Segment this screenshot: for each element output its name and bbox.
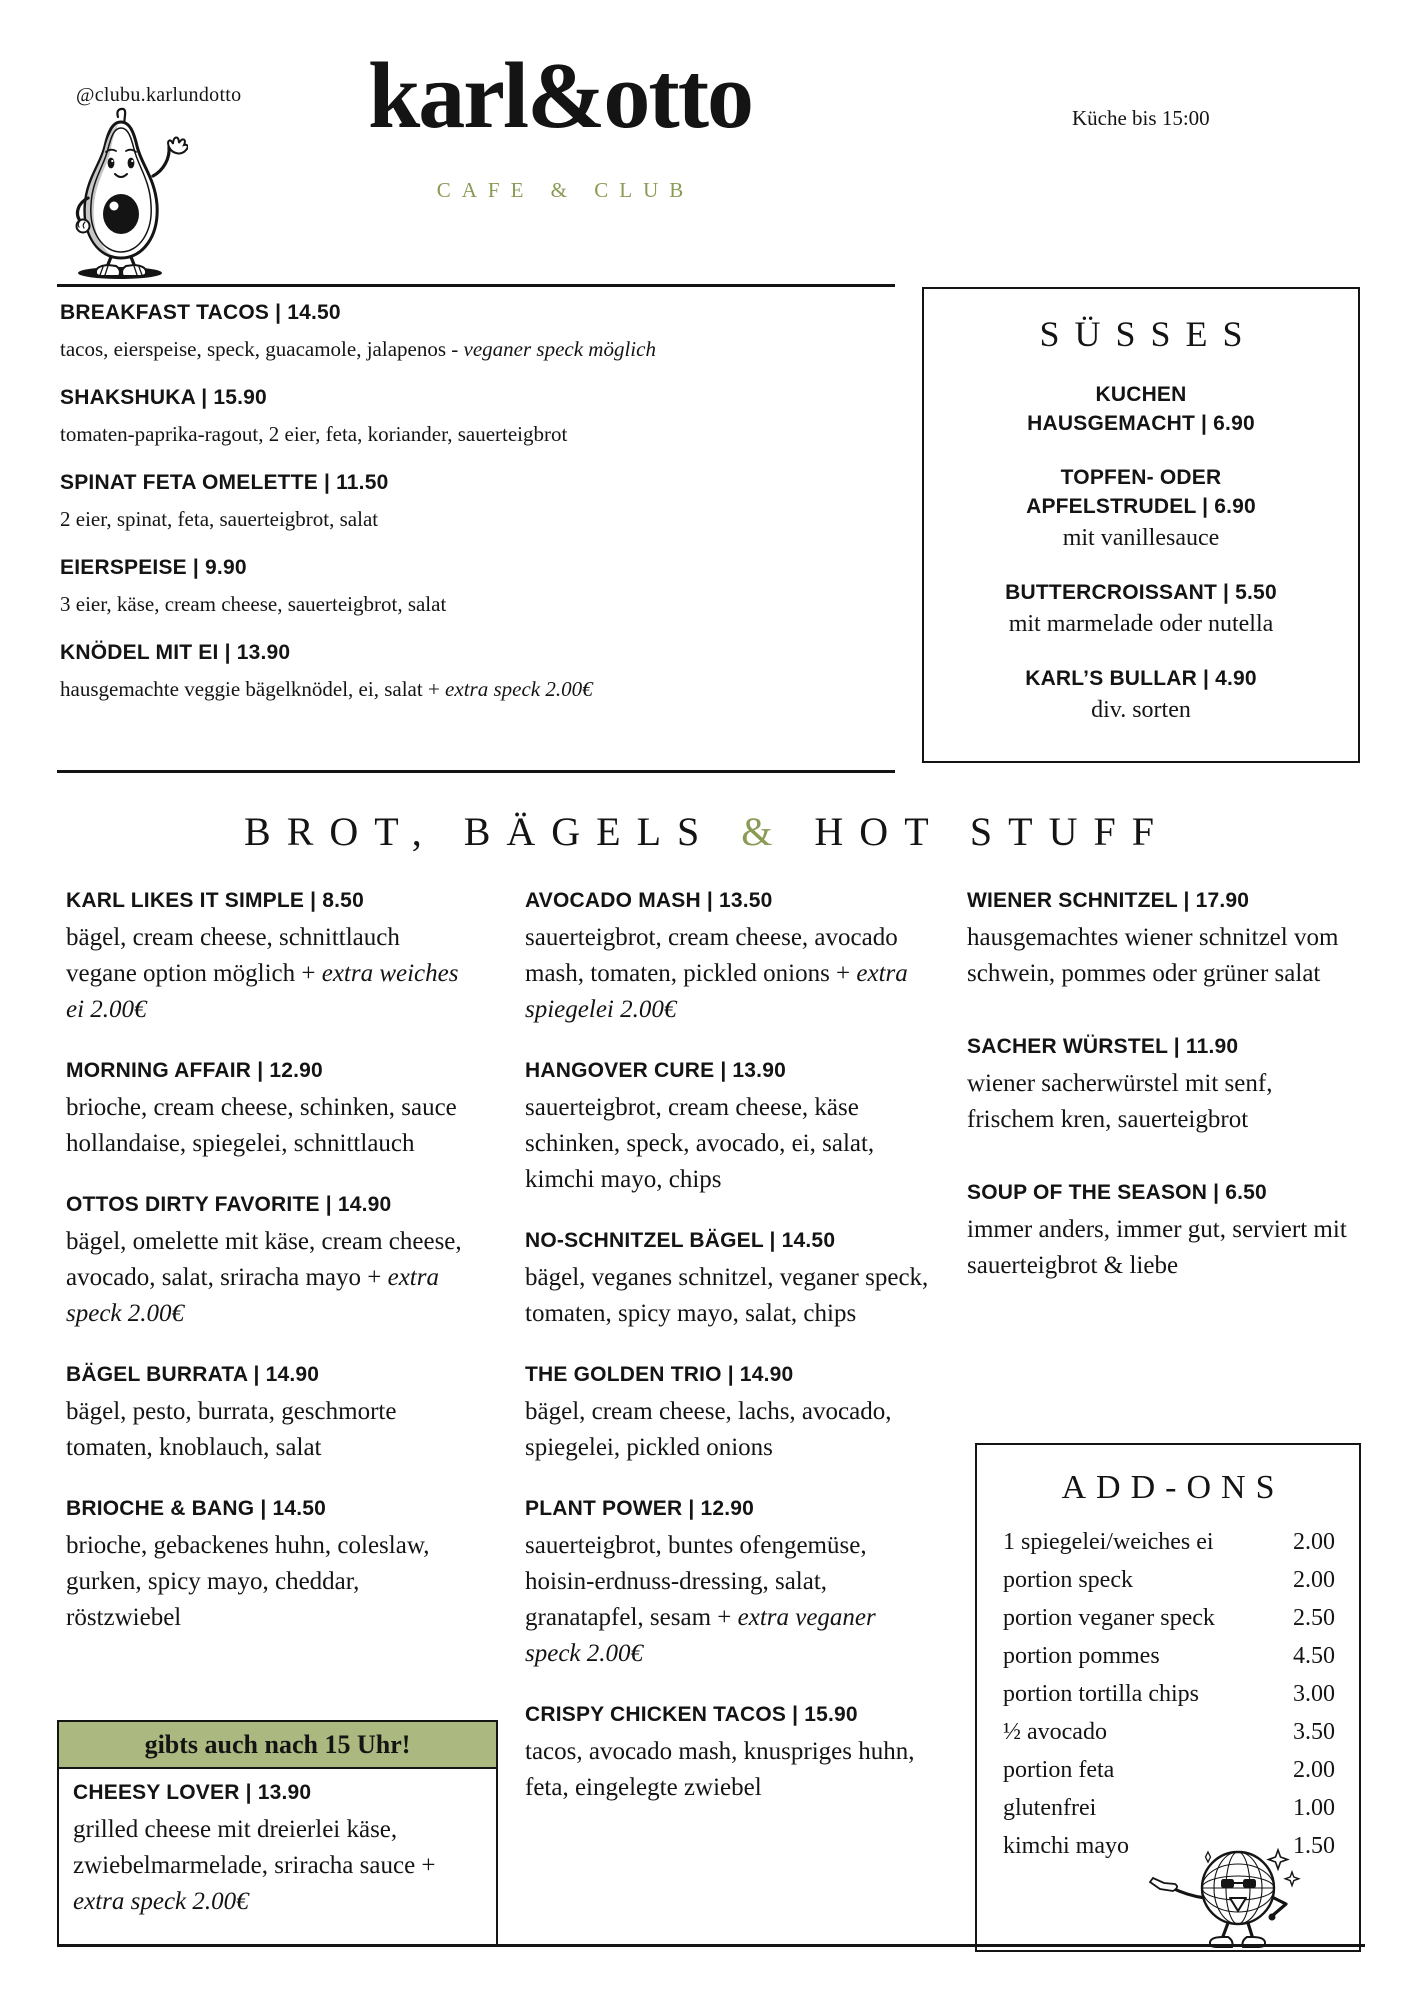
menu-item-desc — [967, 1066, 1363, 1138]
addon-price: 2.50 — [1293, 1605, 1335, 1631]
addon-price: 2.00 — [1293, 1757, 1335, 1783]
desc-text: hausgemachte veggie bägelknödel, ei, salat + — [60, 677, 446, 701]
menu-item — [60, 385, 760, 451]
desc-text: sauerteigbrot, cream cheese, avocado mash, tomaten, pickled onions + — [525, 924, 898, 987]
menu-item-title: BÄGEL BURRATA | 14.90 — [66, 1363, 320, 1386]
menu-item — [525, 1362, 935, 1466]
menu-item-desc — [525, 1394, 935, 1466]
menu-item-title: TOPFEN- ODER — [1060, 466, 1222, 489]
menu-item-desc — [60, 588, 760, 621]
heading-ampersand: & — [741, 809, 789, 854]
menu-item — [66, 888, 466, 1028]
menu-item-title: WIENER SCHNITZEL | 17.90 — [967, 889, 1250, 912]
menu-item — [66, 1496, 466, 1636]
addon-row — [1003, 1637, 1335, 1675]
menu-item-title: AVOCADO MASH | 13.50 — [525, 889, 773, 912]
menu-item-desc — [66, 1224, 466, 1332]
addons-title: ADD-ONS — [1061, 1469, 1285, 1506]
menu-item-desc — [60, 418, 760, 451]
addon-price: 4.50 — [1293, 1643, 1335, 1669]
addon-label: portion feta — [1003, 1757, 1115, 1783]
desc-text: bägel, pesto, burrata, geschmorte tomaten, knoblauch, salat — [66, 1398, 397, 1461]
menu-item — [525, 1228, 935, 1332]
menu-item-desc — [66, 1090, 466, 1162]
desc-text: grilled cheese mit dreierlei käse, zwiebelmarmelade, sriracha sauce + — [73, 1816, 436, 1879]
desc-italic: extra veganer speck 2.00€ — [525, 1604, 876, 1667]
menu-item-title: KARL LIKES IT SIMPLE | 8.50 — [66, 889, 364, 912]
menu-item-desc — [60, 673, 760, 706]
menu-item — [66, 1362, 466, 1466]
menu-item-desc — [66, 1528, 466, 1636]
disco-globe-mascot-icon — [1120, 1840, 1320, 1950]
desc-italic: extra speck 2.00€ — [445, 677, 593, 701]
desc-italic: extra speck 2.00€ — [73, 1888, 249, 1915]
addon-row — [1003, 1561, 1335, 1599]
addon-row — [1003, 1599, 1335, 1637]
desc-text: immer anders, immer gut, serviert mit sauerteigbrot & liebe — [967, 1216, 1347, 1279]
menu-item-title: THE GOLDEN TRIO | 14.90 — [525, 1363, 794, 1386]
menu-item-desc — [525, 920, 935, 1028]
menu-item-title: PLANT POWER | 12.90 — [525, 1497, 755, 1520]
menu-item-title: KNÖDEL MIT EI | 13.90 — [60, 641, 291, 664]
menu-item — [60, 470, 760, 536]
addon-price: 2.00 — [1293, 1529, 1335, 1555]
menu-item — [967, 888, 1363, 992]
desc-text: 2 eier, spinat, feta, sauerteigbrot, salat — [60, 507, 379, 531]
menu-item-title: OTTOS DIRTY FAVORITE | 14.90 — [66, 1193, 392, 1216]
menu-item — [967, 1180, 1363, 1284]
menu-item-title: KARL’S BULLAR | 4.90 — [1025, 667, 1257, 690]
desc-text: bägel, cream cheese, schnittlauch vegane option möglich + — [66, 924, 400, 987]
addons-list — [1003, 1523, 1335, 1865]
after-15-box — [57, 1720, 498, 1944]
desc-text: tomaten-paprika-ragout, 2 eier, feta, koriander, sauerteigbrot — [60, 422, 568, 446]
desc-text: brioche, gebackenes huhn, coleslaw, gurken, spicy mayo, cheddar, röstzwiebel — [66, 1532, 430, 1631]
addon-row — [1003, 1675, 1335, 1713]
addon-label: portion tortilla chips — [1003, 1681, 1199, 1707]
menu-item — [525, 1058, 935, 1198]
menu-column-3 — [967, 888, 1363, 1326]
addon-price: 2.00 — [1293, 1567, 1335, 1593]
menu-item-title: MORNING AFFAIR | 12.90 — [66, 1059, 323, 1082]
desc-italic: veganer speck möglich — [463, 337, 656, 361]
addon-row — [1003, 1523, 1335, 1561]
divider-breakfast-bottom — [57, 770, 895, 773]
menu-item-desc: mit marmelade oder nutella — [1008, 611, 1274, 637]
addon-label: 1 spiegelei/weiches ei — [1003, 1529, 1214, 1555]
menu-item-title: SPINAT FETA OMELETTE | 11.50 — [60, 471, 389, 494]
menu-item — [60, 640, 760, 706]
desc-text: tacos, avocado mash, knuspriges huhn, feta, eingelegte zwiebel — [525, 1738, 915, 1801]
menu-item — [525, 1702, 935, 1806]
desc-text: bägel, cream cheese, lachs, avocado, spiegelei, pickled onions — [525, 1398, 892, 1461]
menu-item — [924, 463, 1358, 553]
addon-price: 1.50 — [1293, 1833, 1335, 1859]
menu-item-desc — [967, 920, 1363, 992]
menu-item-desc — [967, 1212, 1363, 1284]
menu-item-desc — [525, 1260, 935, 1332]
menu-item — [59, 1769, 496, 1920]
addon-row — [1003, 1713, 1335, 1751]
section-heading — [0, 808, 1414, 855]
menu-item-desc: mit vanillesauce — [1062, 525, 1220, 551]
menu-item-desc: div. sorten — [1091, 697, 1191, 723]
desc-italic: extra weiches ei 2.00€ — [66, 960, 459, 1023]
addon-price: 3.50 — [1293, 1719, 1335, 1745]
instagram-handle: @clubu.karlundotto — [76, 84, 242, 106]
menu-column-2 — [525, 888, 935, 1836]
menu-item — [66, 1058, 466, 1162]
menu-item-desc — [60, 333, 760, 366]
menu-item-title-line2: HAUSGEMACHT | 6.90 — [1027, 412, 1255, 435]
menu-item-title: SHAKSHUKA | 15.90 — [60, 386, 267, 409]
menu-item-desc — [525, 1090, 935, 1198]
menu-item-desc — [73, 1812, 482, 1920]
menu-item — [924, 578, 1358, 639]
menu-item — [967, 1034, 1363, 1138]
menu-item — [525, 1496, 935, 1672]
desc-text: sauerteigbrot, cream cheese, käse schinken, speck, avocado, ei, salat, kimchi mayo, chips — [525, 1094, 875, 1193]
desc-text: tacos, eierspeise, speck, guacamole, jalapenos - — [60, 337, 464, 361]
desc-text: wiener sacherwürstel mit senf, frischem kren, sauerteigbrot — [967, 1070, 1273, 1133]
menu-item-title: NO-SCHNITZEL BÄGEL | 14.50 — [525, 1229, 836, 1252]
heading-text: HOT STUFF — [788, 809, 1170, 854]
addon-row — [1003, 1789, 1335, 1827]
menu-item-title: SOUP OF THE SEASON | 6.50 — [967, 1181, 1267, 1204]
addon-price: 3.00 — [1293, 1681, 1335, 1707]
menu-item-title: CRISPY CHICKEN TACOS | 15.90 — [525, 1703, 858, 1726]
menu-item-title: BREAKFAST TACOS | 14.50 — [60, 301, 341, 324]
menu-item-desc — [525, 1734, 935, 1806]
desc-text: bägel, veganes schnitzel, veganer speck, tomaten, spicy mayo, salat, chips — [525, 1264, 929, 1327]
menu-item-desc — [66, 920, 466, 1028]
menu-item — [924, 380, 1358, 438]
divider-bottom — [57, 1944, 1365, 1947]
menu-item-title: HANGOVER CURE | 13.90 — [525, 1059, 786, 1082]
menu-item-title: SACHER WÜRSTEL | 11.90 — [967, 1035, 1239, 1058]
addon-label: glutenfrei — [1003, 1795, 1097, 1821]
addon-label: portion speck — [1003, 1567, 1133, 1593]
menu-item-title: EIERSPEISE | 9.90 — [60, 556, 247, 579]
menu-item-title: BRIOCHE & BANG | 14.50 — [66, 1497, 326, 1520]
divider-top — [57, 284, 895, 287]
menu-item — [924, 664, 1358, 725]
avocado-mascot-icon — [58, 106, 188, 284]
suesses-title: SÜSSES — [1039, 314, 1258, 354]
menu-item-desc — [60, 503, 760, 536]
desc-text: 3 eier, käse, cream cheese, sauerteigbrot, salat — [60, 592, 447, 616]
breakfast-section — [60, 300, 760, 725]
heading-text: BROT, BÄGELS — [244, 809, 742, 854]
brand-subtitle: CAFE & CLUB — [436, 178, 695, 202]
desc-text: hausgemachtes wiener schnitzel vom schwein, pommes oder grüner salat — [967, 924, 1339, 987]
desc-text: bägel, omelette mit käse, cream cheese, avocado, salat, sriracha mayo + — [66, 1228, 462, 1291]
addon-label: ½ avocado — [1003, 1719, 1107, 1745]
menu-item-title-line2: APFELSTRUDEL | 6.90 — [1026, 495, 1256, 518]
addon-price: 1.00 — [1293, 1795, 1335, 1821]
menu-column-1 — [66, 888, 466, 1666]
addon-row — [1003, 1751, 1335, 1789]
menu-item-desc — [525, 1528, 935, 1672]
menu-item — [525, 888, 935, 1028]
desc-italic: extra spiegelei 2.00€ — [525, 960, 908, 1023]
suesses-box — [922, 287, 1360, 763]
menu-item-title: BUTTERCROISSANT | 5.50 — [1005, 581, 1277, 604]
menu-item-desc — [66, 1394, 466, 1466]
brand-logo: karl&otto — [367, 44, 753, 148]
menu-item — [60, 300, 760, 366]
desc-text: brioche, cream cheese, schinken, sauce hollandaise, spiegelei, schnittlauch — [66, 1094, 457, 1157]
addon-label: kimchi mayo — [1003, 1833, 1129, 1859]
addon-label: portion veganer speck — [1003, 1605, 1215, 1631]
menu-item-title: KUCHEN — [1095, 383, 1187, 406]
addon-label: portion pommes — [1003, 1643, 1160, 1669]
after-15-banner: gibts auch nach 15 Uhr! — [59, 1722, 496, 1769]
menu-item — [66, 1192, 466, 1332]
kitchen-hours-note: Küche bis 15:00 — [1072, 106, 1210, 130]
menu-item — [60, 555, 760, 621]
desc-italic: extra speck 2.00€ — [66, 1264, 439, 1327]
menu-item-title: CHEESY LOVER | 13.90 — [73, 1781, 312, 1804]
desc-text: sauerteigbrot, buntes ofengemüse, hoisin-erdnuss-dressing, salat, granatapfel, sesam + — [525, 1532, 867, 1631]
